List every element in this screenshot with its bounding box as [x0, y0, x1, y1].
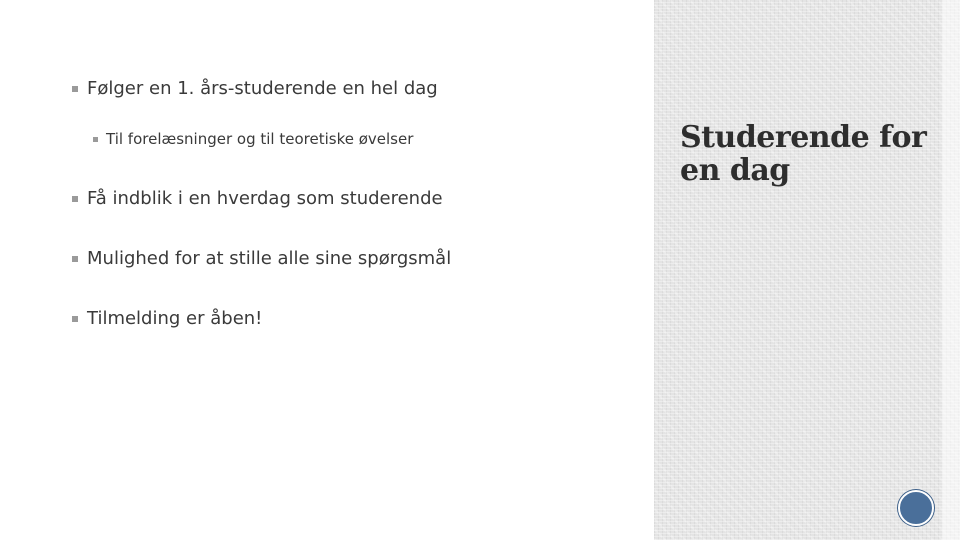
bullet-square-icon	[72, 86, 78, 92]
slide-title: Studerende for en dag	[680, 120, 927, 188]
bullet-item	[72, 248, 451, 269]
panel-stripe	[942, 0, 960, 540]
bullet-square-icon	[72, 256, 78, 262]
bullet-text: Til forelæsninger og til teoretiske øvelser	[106, 130, 414, 148]
bullet-square-icon	[72, 196, 78, 202]
bullet-item	[72, 78, 438, 99]
bullet-list	[72, 0, 642, 540]
title-panel	[654, 0, 960, 540]
circle-nav-icon[interactable]	[898, 490, 934, 526]
sub-bullet-item	[93, 130, 413, 148]
bullet-text: Tilmelding er åben!	[87, 308, 263, 329]
bullet-text: Følger en 1. års-studerende en hel dag	[87, 78, 438, 99]
bullet-text: Mulighed for at stille alle sine spørgsmål	[87, 248, 452, 269]
bullet-item	[72, 308, 262, 329]
bullet-square-icon	[72, 316, 78, 322]
bullet-text: Få indblik i en hverdag som studerende	[87, 188, 443, 209]
bullet-square-icon	[93, 137, 98, 142]
bullet-item	[72, 188, 443, 209]
